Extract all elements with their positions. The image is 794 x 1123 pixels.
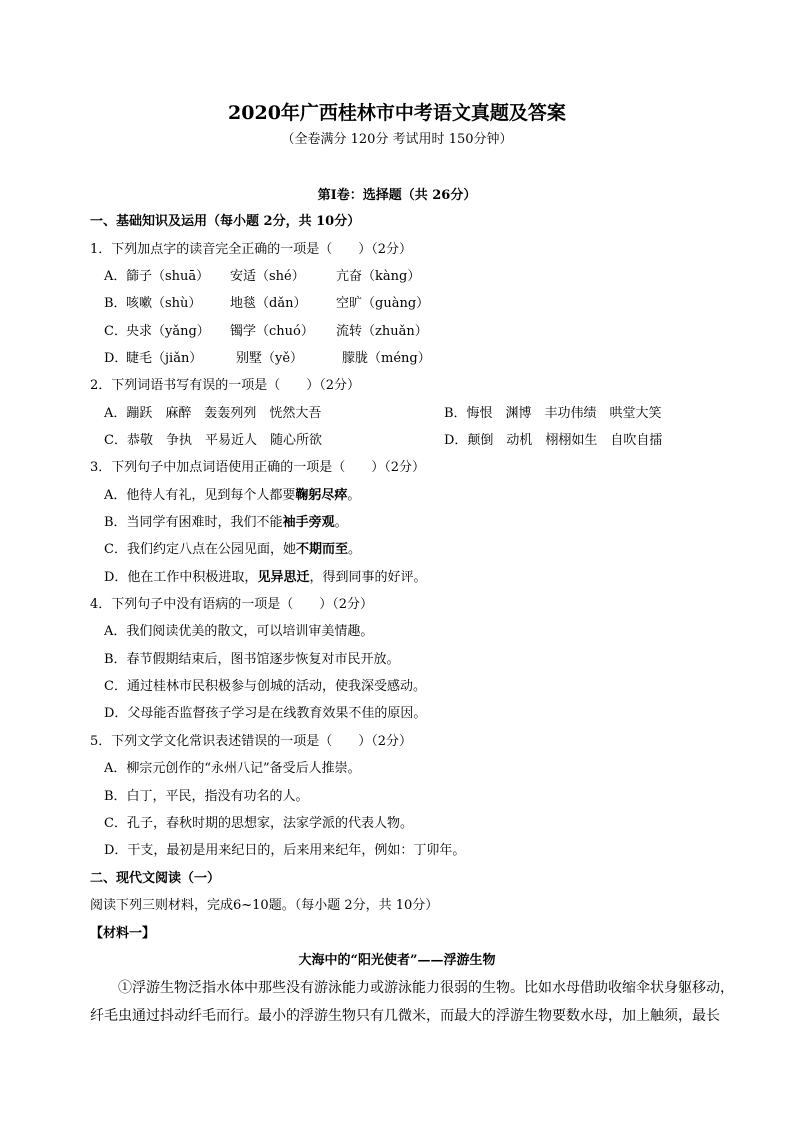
q3-option (104, 541, 361, 559)
section-instruction: 阅读下列三则材料，完成6~10题。（每小题 2分，共 10分） (90, 898, 439, 913)
option-text: ，得到同事的好评。 (309, 570, 427, 585)
q1-option-item: 睫毛（jiǎn） (126, 351, 203, 366)
q3-option (104, 487, 360, 505)
q2-option: B．悔恨 渊博 丰功伟绩 哄堂大笑 (444, 406, 662, 421)
material-label: 【材料一】 (90, 926, 156, 941)
option-text: 。 (347, 488, 361, 503)
q1-option-item: 镯学（chuó） (230, 324, 314, 339)
q1-option-item: 地毯（dǎn） (230, 296, 307, 311)
q1-option-label: C． (104, 324, 127, 339)
q3-option (104, 569, 426, 587)
option-text: B．当同学有困难时，我们不能 (104, 515, 283, 530)
q1-option-item: 流转（zhuǎn） (336, 324, 428, 339)
q1-option-item: 朦胧（méng） (342, 351, 431, 366)
q1-option-item: 亢奋（kàng） (336, 269, 421, 284)
q4-option: D．父母能否监督孩子学习是在线教育效果不佳的原因。 (104, 706, 427, 721)
question-stem: 4．下列句子中没有语病的一项是（ ）（2分） (90, 597, 374, 612)
q3-option (104, 514, 348, 532)
q1-option-item: 咳嗽（shù） (126, 296, 202, 311)
q5-option: A．柳宗元创作的“永州八记”备受后人推崇。 (104, 761, 361, 776)
page-subtitle: （全卷满分 120分 考试用时 150分钟） (281, 132, 513, 147)
q2-option: C．恭敬 争执 平易近人 随心所欲 (104, 433, 322, 448)
q4-option: C．通过桂林市民积极参与创城的活动，使我深受感动。 (104, 679, 426, 694)
article-title: 大海中的“阳光使者”——浮游生物 (298, 953, 496, 968)
section-title: 二、现代文阅读（一） (90, 871, 221, 886)
section-title: 一、基础知识及运用（每小题 2分，共 10分） (90, 214, 361, 229)
question-stem: 1．下列加点字的读音完全正确的一项是（ ）（2分） (90, 242, 413, 257)
paragraph-line: 纤毛虫通过抖动纤毛而行。最小的浮游生物只有几微米，而最大的浮游生物要数水母，加上触须，最长 (90, 1008, 720, 1024)
q5-option: D．干支，最初是用来纪日的，后来用来纪年，例如：丁卯年。 (104, 843, 466, 858)
page-title: 2020年广西桂林市中考语文真题及答案 (228, 102, 566, 124)
dotted-phrase: 见异思迁 (257, 570, 310, 585)
q5-option: C．孔子，春秋时期的思想家，法家学派的代表人物。 (104, 816, 413, 831)
q1-option-item: 央求（yǎng） (126, 324, 210, 339)
question-stem: 3．下列句子中加点词语使用正确的一项是（ ）（2分） (90, 460, 426, 475)
dotted-phrase: 鞠躬尽瘁 (295, 488, 348, 503)
option-text: D．他在工作中积极进取， (104, 570, 258, 585)
q1-option-label: D． (104, 351, 128, 366)
question-stem: 5．下列文学文化常识表述错误的一项是（ ）（2分） (90, 734, 413, 749)
q1-option-item: 安适（shé） (230, 269, 305, 284)
option-text: 。 (347, 542, 361, 557)
q1-option-item: 篩子（shuā） (126, 269, 210, 284)
question-stem: 2．下列词语书写有误的一项是（ ）（2分） (90, 378, 361, 393)
option-text: 。 (334, 515, 348, 530)
paragraph-line: ①浮游生物泛指水体中那些没有游泳能力或游泳能力很弱的生物。比如水母借助收缩伞状身躯移动， (118, 980, 734, 996)
q4-option: B．春节假期结束后，图书馆逐步恢复对市民开放。 (104, 652, 400, 667)
option-text: C．我们约定八点在公园见面，她 (104, 542, 296, 557)
q1-option-item: 空旷（guàng） (336, 296, 430, 311)
q5-option: B．白丁，平民，指没有功名的人。 (104, 789, 309, 804)
q2-option: A．蹦跃 麻醉 轰轰列列 恍然大吾 (104, 406, 322, 421)
q2-option: D．颠倒 动机 栩栩如生 自吹自擂 (444, 433, 663, 448)
q1-option-label: A． (104, 269, 127, 284)
q4-option: A．我们阅读优美的散文，可以培训审美情趣。 (104, 624, 374, 639)
part-title: 第Ⅰ卷：选择题（共 26分） (317, 188, 477, 203)
dotted-phrase: 袖手旁观 (282, 515, 335, 530)
dotted-phrase: 不期而至 (295, 542, 348, 557)
option-text: A．他待人有礼，见到每个人都要 (104, 488, 296, 503)
q1-option-item: 别墅（yě） (236, 351, 304, 366)
q1-option-label: B． (104, 296, 127, 311)
